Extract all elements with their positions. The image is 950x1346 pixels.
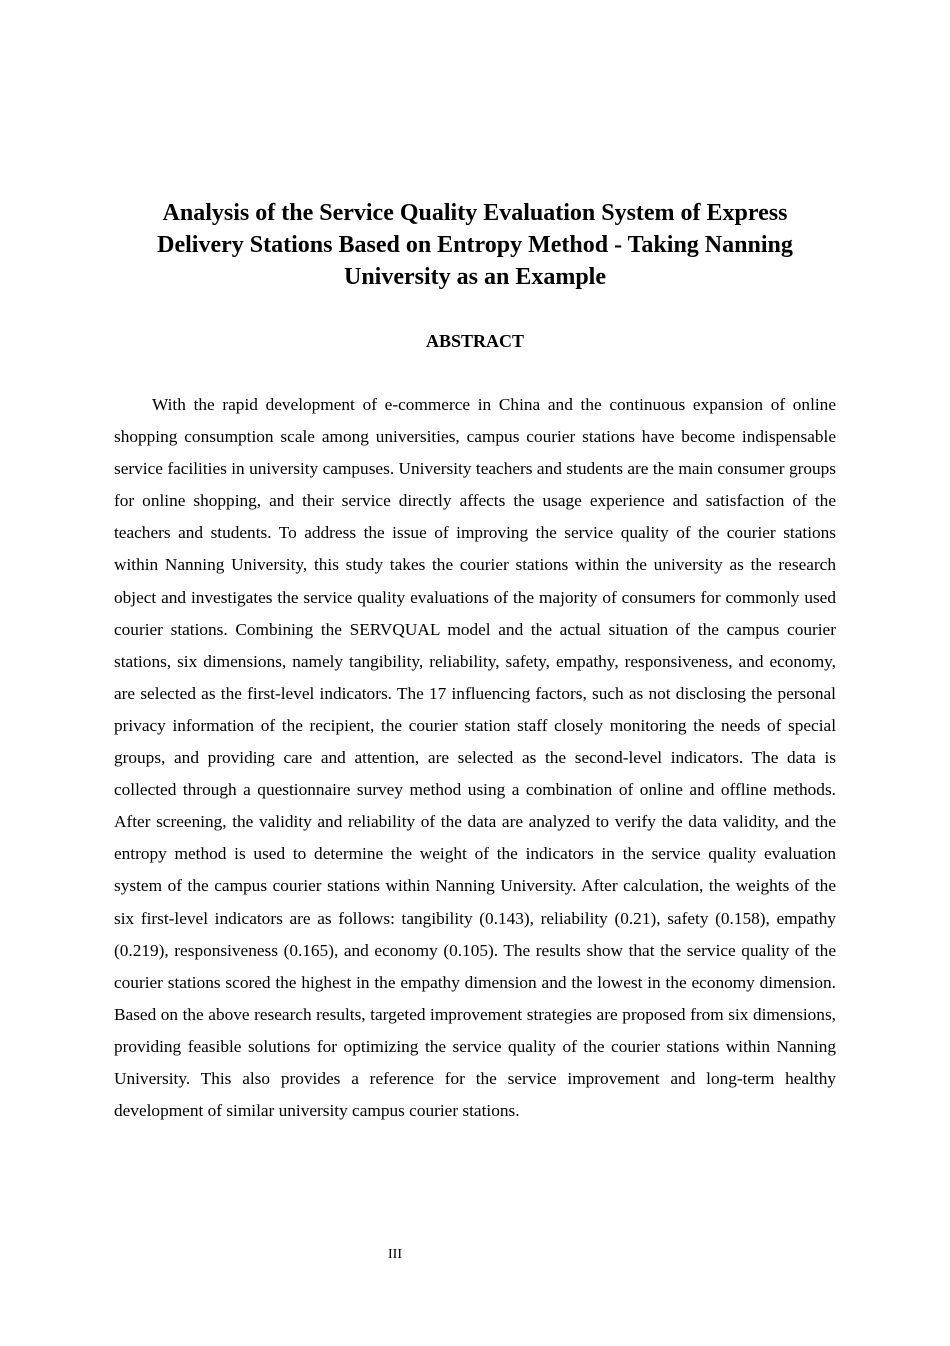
title-line-2: Delivery Stations Based on Entropy Method - Taking Nanning xyxy=(157,232,793,258)
document-title xyxy=(110,197,840,293)
abstract-paragraph: With the rapid development of e-commerce in China and the continuous expansion of online shopping consumption scale among universities, campus courier stations have become indispensable service facilities in university campuses. University teachers and students are the main consumer groups for online shopping, and their service directly affects the usage experience and satisfaction of the teachers and students. To address the issue of improving the service quality of the courier stations within Nanning University, this study takes the courier stations within the university as the research object and investigates the service quality evaluations of the majority of consumers for commonly used courier stations. Combining the SERVQUAL model and the actual situation of the campus courier stations, six dimensions, namely tangibility, reliability, safety, empathy, responsiveness, and economy, are selected as the first-level indicators. The 17 influencing factors, such as not disclosing the personal privacy information of the recipient, the courier station staff closely monitoring the needs of special groups, and providing care and attention, are selected as the second-level indicators. The data is collected through a questionnaire survey method using a combination of online and offline methods. After screening, the validity and reliability of the data are analyzed to verify the data validity, and the entropy method is used to determine the weight of the indicators in the service quality evaluation system of the campus courier stations within Nanning University. After calculation, the weights of the six first-level indicators are as follows: tangibility (0.143), reliability (0.21), safety (0.158), empathy (0.219), responsiveness (0.165), and economy (0.105). The results show that the service quality of the courier stations scored the highest in the empathy dimension and the lowest in the economy dimension. Based on the above research results, targeted improvement strategies are proposed from six dimensions, providing feasible solutions for optimizing the service quality of the courier stations within Nanning University. This also provides a reference for the service improvement and long-term healthy development of similar university campus courier stations. xyxy=(114,395,836,1121)
abstract-heading: ABSTRACT xyxy=(425,331,525,351)
title-line-3: University as an Example xyxy=(343,264,606,290)
title-line-1: Analysis of the Service Quality Evaluation System of Express xyxy=(162,200,788,226)
page-number: III xyxy=(388,1247,402,1262)
